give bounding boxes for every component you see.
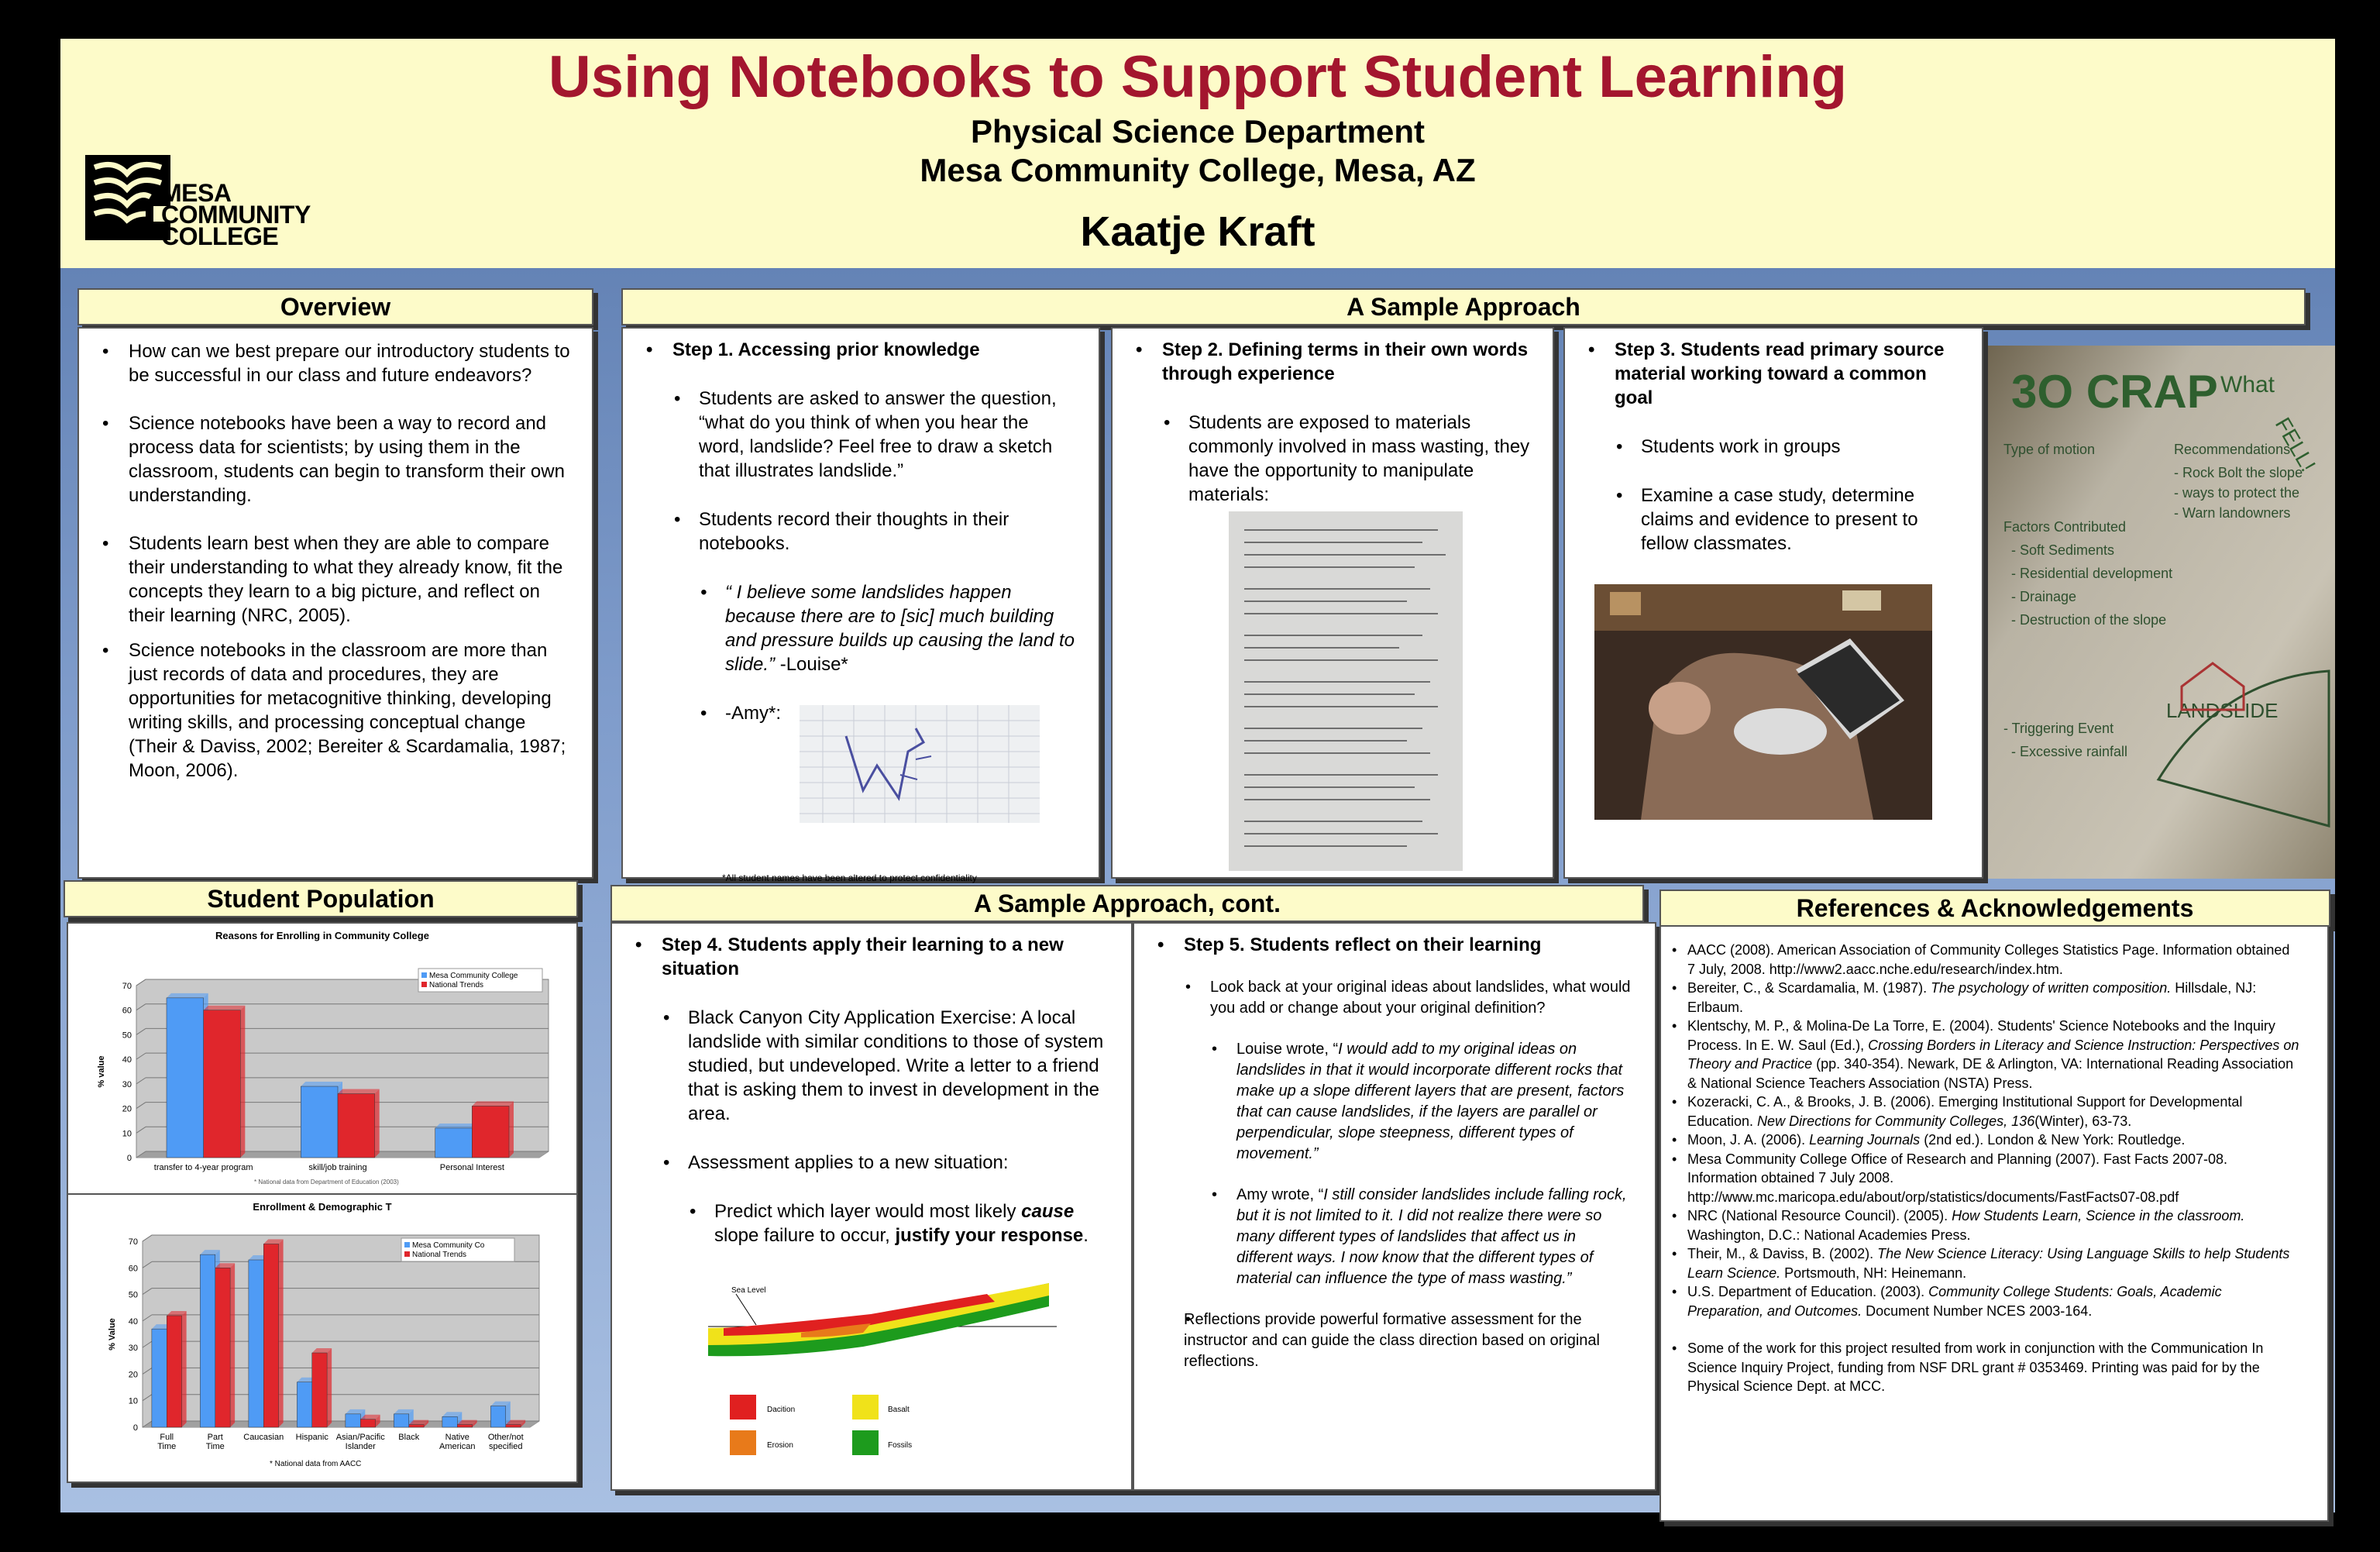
step1-title: • Step 1. Accessing prior knowledge [623,338,1077,362]
y-tick-label: 50 [128,1290,138,1300]
bar [490,1406,505,1427]
y-axis-label: % value [97,1055,106,1088]
step4-bullet: • Black Canyon City Application Exercise: A local landslide with similar conditions to those of system studied, but undeveloped. Write a letter to a friend that is asking them to invest in development in the area. [612,1006,1109,1126]
ref-text: Moon, J. A. (2006). [1687,1132,1810,1148]
ref-text: (pp. 340-354). Newark, DE & Arlington, VA: International Reading Association & National Science Teachers Association (NSTA) Press. [1687,1056,2294,1091]
bar-side [375,1089,380,1158]
reference-item [1661,1206,2301,1244]
acknowledgement: • Some of the work for this project resulted from work in conjunction with the Communication In Science Inquiry Project, funding from NSF DRL grant # 0353469. Printing was paid for by the Physical Science Dept. at MCC. [1661,1339,2301,1396]
ref-text: Hillsdale, NJ: Erlbaum. [1687,980,2257,1015]
text: Amy wrote, “ [1236,1186,1324,1203]
quote-author: -Louise* [775,654,848,675]
ref-text: Portsmouth, NH: Heinemann. [1780,1265,1967,1281]
x-tick-line: Full [160,1433,174,1442]
y-tick-label: 60 [122,1006,132,1016]
step2-bullet: • Students are exposed to materials commonly involved in mass wasting, they have the opportunity to manipulate materials: [1113,411,1534,507]
ref-title: How Students Learn, Science in the classroom. [1952,1208,2245,1223]
louise-reflection [1134,1039,1632,1165]
y-tick-label: 50 [122,1031,132,1041]
poster [60,39,2335,1512]
bar [435,1128,473,1158]
text: cause [1021,1201,1075,1222]
quote-text: “ I believe some landslides happen because there are to [sic] much building and pressure builds up causing the land to slide.” [725,582,1075,675]
text: I still consider landslides include falling rock, but it is not limited to it. I did not realize there were so many different types of landslides that affect us in different ways. I now know that the different types of material can influence the type of mass wasting.” [1236,1186,1627,1287]
x-tick-line: Other/not [487,1433,524,1442]
text: I would add to my original ideas on landslides in that it would incorporate different rocks that make up a slope different layers that are present, factors that can cause landslides, if the layers are parallel or perpendicular, slope steepness, different types of movement.” [1236,1041,1625,1162]
step5-bullet: • Look back at your original ideas about landslides, what would you add or change about your original definition? [1134,977,1632,1019]
bar [312,1353,327,1427]
overview-heading: Overview [77,288,593,325]
x-tick-line: Part [207,1433,223,1442]
reference-item [1661,1150,2301,1207]
overview-item: • How can we best prepare our introductory students to be successful in our class and future endeavors? [79,339,575,387]
bar [338,1094,375,1158]
x-tick-line: Asian/Pacific [335,1433,385,1442]
x-tick-label [488,1433,524,1451]
amy-reflection [1134,1185,1632,1289]
x-tick-label: Hispanic [295,1433,328,1442]
bar [394,1414,408,1427]
x-tick-label: Black [398,1433,420,1442]
wb-line: - Triggering Event [2003,721,2114,736]
bar [472,1106,509,1158]
legend-label: Basalt [888,1406,910,1414]
poster-header [60,39,2335,268]
wb-crap: 3O CRAP [2011,366,2218,418]
bar-top [338,1089,380,1094]
bar [249,1260,263,1427]
x-tick-line: Time [205,1442,225,1451]
overview-item: • Science notebooks in the classroom are more than just records of data and procedures, they are opportunities for metacognitive thinking, developing writing skills, and processing conceptual change (Their & Daviss, 2002; Bereiter & Scardamalia, 1987; Moon, 2006). [79,638,575,783]
step4-panel [610,922,1133,1491]
logo-line: COLLEGE [161,222,279,250]
step2-panel [1111,327,1554,879]
chart2-panel [67,1193,578,1483]
ref-text: NRC (National Resource Council). (2005). [1687,1208,1952,1223]
y-tick-label: 70 [128,1237,138,1247]
overview-item: • Science notebooks have been a way to record and process data for scientists; by using them in the classroom, students can begin to transform their own understanding. [79,411,575,508]
bar [200,1254,215,1427]
reference-item [1661,1017,2301,1093]
y-tick-label: 40 [128,1316,138,1327]
text: slope failure to occur, [714,1225,896,1246]
text: Louise wrote, “ [1236,1041,1339,1058]
college-location: Mesa Community College, Mesa, AZ [920,152,1476,188]
bar-side [240,1006,245,1158]
text: . [1083,1225,1089,1246]
wb-line: - Destruction of the slope [2011,612,2167,628]
confidentiality-note: *All student names have been altered to protect confidentiality [722,872,977,883]
bar-top [472,1101,514,1106]
text: Reflections provide powerful formative assessment for the instructor and can guide the class direction based on original reflections. [1184,1311,1600,1370]
bar [263,1244,278,1427]
wb-line: Recommendations [2174,442,2291,457]
step3-title: • Step 3. Students read primary source material working toward a common goal [1565,338,1963,410]
chart-title: Reasons for Enrolling in Community College [215,930,429,941]
bar [346,1414,360,1427]
y-tick-label: 0 [126,1154,132,1163]
legend-label: Mesa Community College [429,972,518,980]
legend-swatch [421,982,427,987]
overview-item: • Students learn best when they are able to compare their understanding to what they already know, fit the concepts they learn to a big picture, and reflect on their learning (NRC, 2005). [79,532,575,628]
y-tick-label: 10 [122,1129,132,1139]
y-tick-label: 20 [128,1370,138,1380]
louise-quote [623,580,1077,676]
wb-what: What [2220,372,2275,397]
reference-item [1661,941,2301,979]
bar-side [279,1239,284,1427]
step3-bullet: • Examine a case study, determine claims and evidence to present to fellow classmates. [1565,483,1963,556]
references-heading: References & Acknowledgements [1659,890,2330,927]
wb-line: Type of motion [2003,442,2096,457]
step4-bullet: • Assessment applies to a new situation: [612,1151,1109,1175]
ref-title: Crossing Borders in Literacy and Science Instruction: Perspectives on Theory and Practice [1687,1037,2299,1072]
legend-label: Fossils [888,1441,913,1450]
sea-level-label: Sea Level [731,1286,766,1295]
wb-line: - ways to protect the [2174,485,2300,501]
department: Physical Science Department [971,113,1425,150]
bar-top [204,1006,246,1010]
bar [215,1268,230,1427]
bar [152,1329,167,1427]
wb-line: - Residential development [2011,566,2173,581]
ref-text: (Winter), 63-73. [2034,1113,2132,1129]
bar-top [435,1124,477,1128]
x-tick-label [336,1433,385,1451]
legend-swatch [404,1251,410,1257]
bar-top [301,1082,342,1086]
reference-item [1661,1244,2301,1282]
bar [167,998,204,1158]
step1-bullet: • Students are asked to answer the question, “what do you think of when you hear the word, landslide? Feel free to draw a sketch that illustrates landslide.” [623,387,1077,483]
ref-title: The psychology of written composition. [1931,980,2172,996]
ref-title: Learning Journals [1809,1132,1921,1148]
x-tick-line: Native [445,1433,469,1442]
ref-title: Community College Students: Goals, Academic Preparation, and Outcomes. [1687,1284,2222,1319]
chart1-panel [67,922,578,1212]
bar [167,1316,181,1427]
students-group-photo [1594,584,1932,820]
sample-approach-heading: A Sample Approach [621,288,2306,325]
ref-text: AACC (2008). American Association of Community Colleges Statistics Page. Information obtained 7 July, 2008. http://www2.aacc.nche.edu/research/index.htm. [1687,942,2290,977]
sample-approach-cont-heading: A Sample Approach, cont. [610,885,1644,922]
reference-item [1661,1130,2301,1150]
bar [360,1420,375,1427]
wb-fell: FELL! [2270,413,2321,476]
bar [297,1382,311,1427]
legend-label: National Trends [429,981,484,989]
ref-title: New Directions for Community Colleges, 136 [1757,1113,2035,1129]
bar-top [167,993,208,998]
ref-text: Bereiter, C., & Scardamalia, M. (1987). [1687,980,1931,996]
ref-text: Kozeracki, C. A., & Brooks, J. B. (2006). Emerging Institutional Support for Developmental Education. [1687,1094,2243,1129]
logo-line: COMMUNITY [161,201,311,229]
x-tick-line: specified [489,1442,523,1451]
x-tick-line: Time [157,1442,177,1451]
wb-line: LANDSLIDE [2166,699,2279,722]
bar-side [182,1311,187,1427]
chart-footnote: * National data from Department of Education (2003) [254,1179,399,1186]
slope-layers-diagram [708,1283,1057,1469]
wb-line: - Drainage [2011,589,2077,604]
poster-title: Using Notebooks to Support Student Learning [548,44,1848,110]
step2-title: • Step 2. Defining terms in their own words through experience [1113,338,1534,386]
y-tick-label: 0 [132,1423,138,1433]
legend-label: Erosion [767,1441,793,1450]
x-tick-label: Personal Interest [439,1163,504,1172]
amy-label: • -Amy*: [623,701,1077,725]
legend-swatch [404,1242,410,1247]
references-panel [1659,925,2329,1522]
bar [442,1416,457,1427]
x-tick-label [439,1433,475,1451]
bar [204,1010,241,1158]
step4-title: • Step 4. Students apply their learning to a new situation [612,933,1109,981]
wb-line: - Soft Sediments [2011,542,2115,558]
overview-panel [77,327,593,879]
step1-bullet: • Students record their thoughts in their notebooks. [623,508,1077,556]
bar-side [230,1263,235,1427]
bar [506,1425,521,1427]
reference-item [1661,1093,2301,1130]
text: justify your response [895,1225,1084,1246]
ref-text: U.S. Department of Education. (2003). [1687,1284,1929,1299]
legend-swatch [421,972,427,978]
wb-line: - Warn landowners [2174,505,2291,521]
author: Kaatje Kraft [1080,208,1316,255]
chart-legend [401,1238,514,1261]
step4-prediction [612,1199,1109,1247]
chart-title: Enrollment & Demographic T [253,1201,392,1213]
y-tick-label: 30 [128,1344,138,1354]
y-tick-label: 60 [128,1264,138,1274]
bar [457,1425,472,1427]
reference-item [1661,979,2301,1017]
y-axis-label: % Value [108,1318,117,1351]
ref-text: Washington, D.C.: National Academies Press. [1687,1227,1971,1243]
x-tick-label: Caucasian [243,1433,284,1442]
ref-text: (2nd ed.). London & New York: Routledge. [1920,1132,2186,1148]
bar-side [509,1101,514,1158]
y-tick-label: 10 [128,1396,138,1406]
student-population-heading: Student Population [64,880,578,917]
text: Predict which layer would most likely [714,1201,1022,1222]
notebook-page-image [1229,511,1463,871]
step3-panel [1563,327,1983,879]
ref-title: The New Science Literacy: Using Language Skills to help Students Learn Science. [1687,1246,2290,1281]
legend-label: Mesa Community Co [412,1241,485,1250]
ref-text: Klentschy, M. P., & Molina-De La Torre, E. (2004). Students' Science Notebooks and the Inquiry Process. In E. W. Saul (Ed.), [1687,1018,2275,1053]
step5-title: • Step 5. Students reflect on their learning [1134,933,1632,957]
chart-legend [418,969,542,992]
references-list [1661,941,2301,1320]
reasons-enrolling-chart [68,924,576,1210]
step1-panel [621,327,1100,883]
x-tick-line: Islander [345,1442,376,1451]
step3-bullet: • Students work in groups [1565,435,1963,459]
logo-line: MESA [161,179,232,207]
wb-line: - Rock Bolt the slope [2174,465,2303,480]
whiteboard-photo [1988,346,2335,879]
reference-item [1661,1282,2301,1320]
x-tick-label [206,1433,225,1451]
step5-bullet [1134,1309,1632,1372]
ref-text: Mesa Community College Office of Research and Planning (2007). Fast Facts 2007-08. Information obtained 7 July 2008. http://www.mc.maricopa.edu/about/orp/statistics/documents/FastFacts07-08.pdf [1687,1151,2228,1205]
x-tick-line: American [439,1442,476,1451]
legend-label: Dacition [767,1406,796,1414]
enrollment-demographic-chart [68,1195,576,1481]
ref-text: Document Number NCES 2003-164. [1862,1303,2093,1319]
step5-panel [1133,922,1656,1491]
x-tick-label: transfer to 4-year program [153,1163,253,1172]
chart-footnote: * National data from AACC [270,1460,362,1468]
ref-text: Their, M., & Daviss, B. (2002). [1687,1246,1878,1261]
y-tick-label: 30 [122,1079,132,1089]
bar [301,1086,338,1158]
y-tick-label: 20 [122,1104,132,1114]
amy-sketch-image [800,705,1040,823]
wb-line: - Excessive rainfall [2011,744,2128,759]
x-tick-label: skill/job training [308,1163,367,1172]
y-tick-label: 40 [122,1055,132,1065]
legend-label: National Trends [412,1251,467,1259]
wb-line: Factors Contributed [2003,519,2127,535]
y-tick-label: 70 [122,982,132,991]
x-tick-label [157,1433,176,1451]
logo-text [161,179,311,250]
bar [409,1425,424,1427]
bar-side [327,1348,332,1427]
